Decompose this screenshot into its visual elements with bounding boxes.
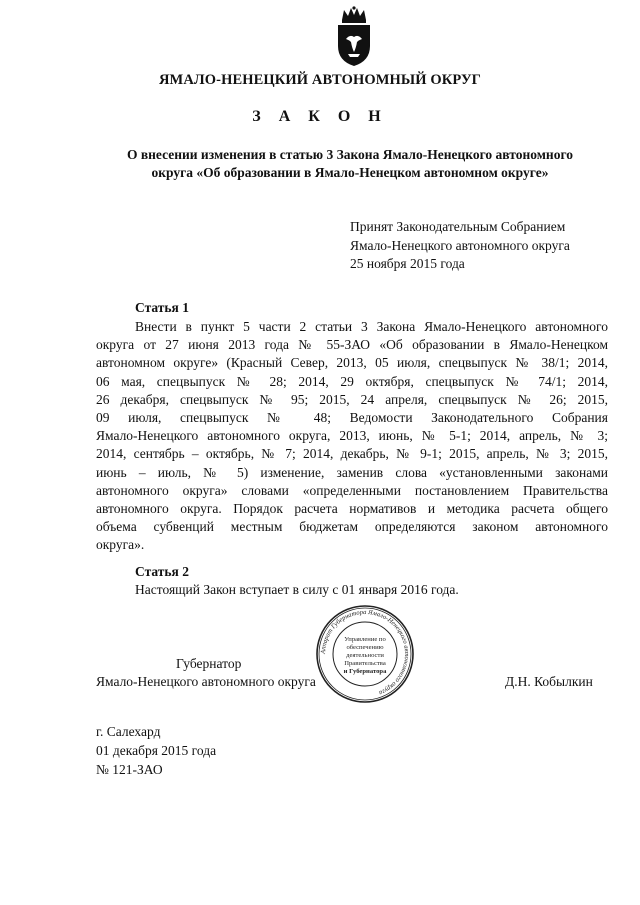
article-1-line: 26 декабря, спецвыпуск № 95; 2015, 24 апреля, спецвыпуск № 26; 2015,: [96, 391, 608, 407]
stamp-center-line: Правительства: [344, 660, 386, 667]
article-1-line: автономного округа. Порядок расчета нормативов и методика расчета общего: [96, 500, 608, 516]
article-1-line: 2014, сентябрь – октябрь, № 7; 2014, декабрь, № 9-1; 2015, апрель, № 3; 2015,: [96, 446, 608, 462]
article-1-line: округа от 27 июня 2013 года № 55-ЗАО «Об образовании в Ямало-Ненецком: [96, 337, 608, 353]
stamp-center-line: Управление по: [344, 636, 386, 643]
article-1-line: июнь – июль, № 5) изменение, заменив слова «установленными законами: [96, 464, 608, 480]
law-title: З А К О Н: [252, 108, 388, 125]
adoption-line: Ямало-Ненецкого автономного округа: [350, 237, 570, 253]
law-subject: [70, 146, 630, 182]
official-stamp: [315, 604, 415, 704]
article-1-line: Внести в пункт 5 части 2 статьи 3 Закона Ямало-Ненецкого автономного: [135, 319, 608, 334]
stamp-center-line: обеспечению: [346, 644, 384, 651]
footer-city: г. Салехард: [96, 724, 161, 739]
article-1-title: Статья 1: [135, 300, 189, 315]
footer-date: 01 декабря 2015 года: [96, 743, 217, 758]
governor-region: Ямало-Ненецкого автономного округа: [96, 674, 316, 689]
governor-title: Губернатор: [176, 656, 242, 671]
stamp-ring-text: Аппарат Губернатора Ямало-Ненецкого автономного округа: [319, 608, 411, 697]
article-1-line: автономном округе» (Красный Север, 2013, 05 июля, спецвыпуск № 38/1; 2014,: [96, 355, 608, 371]
article-1-line: 09 июля, спецвыпуск № 48; Ведомости Законодательного Собрания: [96, 409, 608, 425]
adoption-line: 25 ноября 2015 года: [350, 256, 465, 271]
article-1-line: автономного округа» словами «определенными постановлением Правительства: [96, 482, 608, 498]
stamp-center-line: деятельности: [346, 652, 384, 659]
law-subject-line: округа «Об образовании в Ямало-Ненецком автономном округе»: [151, 165, 549, 180]
footer-number: № 121-ЗАО: [96, 762, 163, 777]
region-title: ЯМАЛО-НЕНЕЦКИЙ АВТОНОМНЫЙ ОКРУГ: [158, 72, 482, 88]
article-1-line: округа».: [96, 537, 145, 553]
article-2-title: Статья 2: [135, 564, 189, 579]
adoption-block: [350, 218, 570, 274]
law-subject-line: О внесении изменения в статью 3 Закона Ямало-Ненецкого автономного: [126, 147, 574, 162]
coat-of-arms-icon: [334, 6, 374, 68]
governor-name: Д.Н. Кобылкин: [505, 674, 593, 689]
document-footer: [96, 722, 216, 779]
article-1-line: объема субвенций местным бюджетам определяются законом автономного: [96, 519, 608, 535]
article-2-body: Настоящий Закон вступает в силу с 01 января 2016 года.: [135, 582, 459, 597]
stamp-center-line: и Губернатора: [343, 668, 387, 675]
article-1-body: [96, 318, 608, 554]
article-1-line: Ямало-Ненецкого автономного округа, 2013, июнь, № 5-1; 2014, апрель, № 3;: [96, 428, 608, 444]
article-1-line: 06 мая, спецвыпуск № 28; 2014, 29 октября, спецвыпуск № 74/1; 2014,: [96, 373, 608, 389]
adoption-line: Принят Законодательным Собранием: [350, 219, 566, 234]
